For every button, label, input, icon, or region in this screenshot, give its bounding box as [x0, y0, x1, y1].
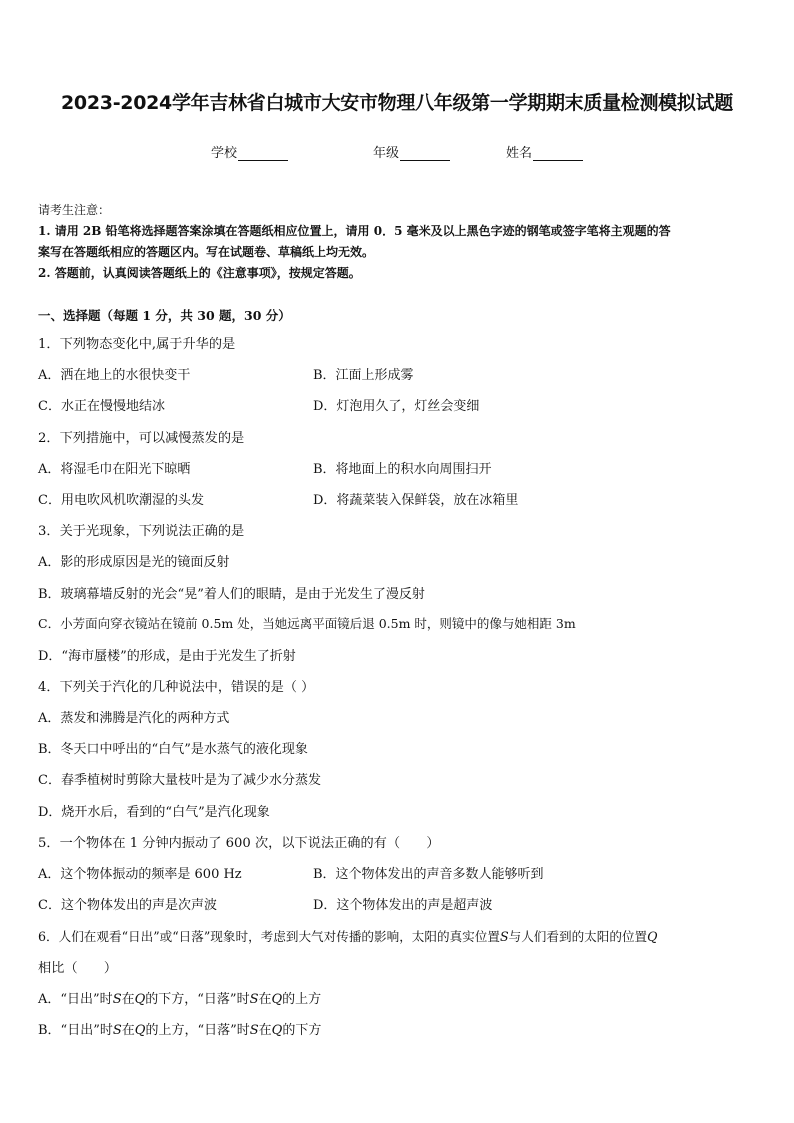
q4-option-d: D．烧开水后，看到的“白气”是汽化现象: [38, 805, 270, 820]
q6-a-mid3: 在: [258, 992, 272, 1007]
var-s: S: [249, 1023, 259, 1038]
q5-stem: 5．一个物体在 1 分钟内振动了 600 次，以下说法正确的有（ ）: [38, 836, 440, 851]
var-q: Q: [271, 1023, 283, 1038]
q6-option-a: [38, 988, 321, 1007]
q6-b-mid2: 的上方，“日落”时: [145, 1023, 250, 1038]
q4-option-c: C．春季植树时剪除大量枝叶是为了减少水分蒸发: [38, 773, 321, 788]
q4-option-a: A．蒸发和沸腾是汽化的两种方式: [38, 711, 230, 726]
var-s: S: [112, 1023, 122, 1038]
notice-block: [38, 200, 758, 284]
q6-option-b: [38, 1019, 321, 1038]
q6-stem-a: 6．人们在观看“日出”或“日落”现象时，考虑到大气对传播的影响，太阳的真实位置: [38, 929, 500, 944]
notice-item-1b: 案写在答题纸相应的答题区内。写在试题卷、草稿纸上均无效。: [38, 245, 375, 259]
q1-option-a: A．洒在地上的水很快变干: [38, 368, 191, 383]
q4-stem: 4．下列关于汽化的几种说法中，错误的是（ ）: [38, 680, 315, 695]
q6-stem-b: 与人们看到的太阳的位置: [508, 929, 648, 944]
school-label: 学校: [211, 146, 238, 161]
q4-option-b: B．冬天口中呼出的“白气”是水蒸气的液化现象: [38, 742, 308, 757]
var-q: Q: [134, 1023, 146, 1038]
var-s: S: [499, 929, 509, 944]
page-title: 2023-2024学年吉林省白城市大安市物理八年级第一学期期末质量检测模拟试题: [61, 92, 733, 114]
q3-stem: 3．关于光现象，下列说法正确的是: [38, 524, 245, 539]
var-q: Q: [134, 992, 146, 1007]
school-field[interactable]: [211, 142, 288, 161]
q2-option-a: A．将湿毛巾在阳光下晾晒: [38, 462, 191, 477]
notice-item-1a: 1. 请用 2B 铅笔将选择题答案涂填在答题纸相应位置上，请用 0．5 毫米及以上黑色字迹的钢笔或签字笔将主观题的答: [38, 224, 671, 238]
grade-label: 年级: [373, 146, 400, 161]
var-s: S: [249, 992, 259, 1007]
q1-option-b: B．江面上形成雾: [313, 368, 414, 383]
q6-b-pre: B．“日出”时: [38, 1023, 113, 1038]
section-heading: 一、选择题（每题 1 分，共 30 题，30 分）: [38, 308, 291, 323]
q5-option-a: A．这个物体振动的频率是 600 Hz: [38, 867, 242, 882]
name-label: 姓名: [506, 146, 533, 161]
q5-option-d: D．这个物体发出的声是超声波: [313, 898, 493, 913]
notice-item-2: 2. 答题前，认真阅读答题纸上的《注意事项》，按规定答题。: [38, 266, 361, 280]
q3-option-b: B．玻璃幕墙反射的光会“晃”着人们的眼睛，是由于光发生了漫反射: [38, 587, 425, 602]
notice-heading: 请考生注意：: [38, 203, 111, 217]
q6-a-mid2: 的下方，“日落”时: [145, 992, 250, 1007]
q3-option-a: A．影的形成原因是光的镜面反射: [38, 555, 230, 570]
q6-stem-line1: [38, 926, 657, 945]
q2-option-d: D．将蔬菜装入保鲜袋，放在冰箱里: [313, 493, 519, 508]
q6-stem-line2: 相比（ ）: [38, 961, 118, 976]
grade-blank[interactable]: [400, 147, 450, 161]
q3-option-d: D．“海市蜃楼”的形成，是由于光发生了折射: [38, 649, 296, 664]
q1-option-d: D．灯泡用久了，灯丝会变细: [313, 399, 480, 414]
q1-stem: 1．下列物态变化中,属于升华的是: [38, 337, 236, 352]
q6-a-mid1: 在: [121, 992, 135, 1007]
q2-stem: 2．下列措施中，可以减慢蒸发的是: [38, 431, 245, 446]
var-q: Q: [647, 929, 658, 944]
name-field[interactable]: [506, 142, 583, 161]
q2-option-b: B．将地面上的积水向周围扫开: [313, 462, 492, 477]
q6-b-mid1: 在: [121, 1023, 135, 1038]
q5-option-c: C．这个物体发出的声是次声波: [38, 898, 217, 913]
q2-option-c: C．用电吹风机吹潮湿的头发: [38, 493, 204, 508]
school-blank[interactable]: [238, 147, 288, 161]
q5-option-b: B．这个物体发出的声音多数人能够听到: [313, 867, 544, 882]
var-q: Q: [271, 992, 283, 1007]
q6-a-end: 的上方: [282, 992, 322, 1007]
q6-b-end: 的下方: [282, 1023, 322, 1038]
q6-b-mid3: 在: [258, 1023, 272, 1038]
q6-a-pre: A．“日出”时: [38, 992, 113, 1007]
grade-field[interactable]: [373, 142, 450, 161]
q1-option-c: C．水正在慢慢地结冰: [38, 399, 165, 414]
name-blank[interactable]: [533, 147, 583, 161]
var-s: S: [112, 992, 122, 1007]
q3-option-c: C．小芳面向穿衣镜站在镜前 0.5m 处，当她远离平面镜后退 0.5m 时，则镜中的像与她相距 3m: [38, 616, 576, 631]
